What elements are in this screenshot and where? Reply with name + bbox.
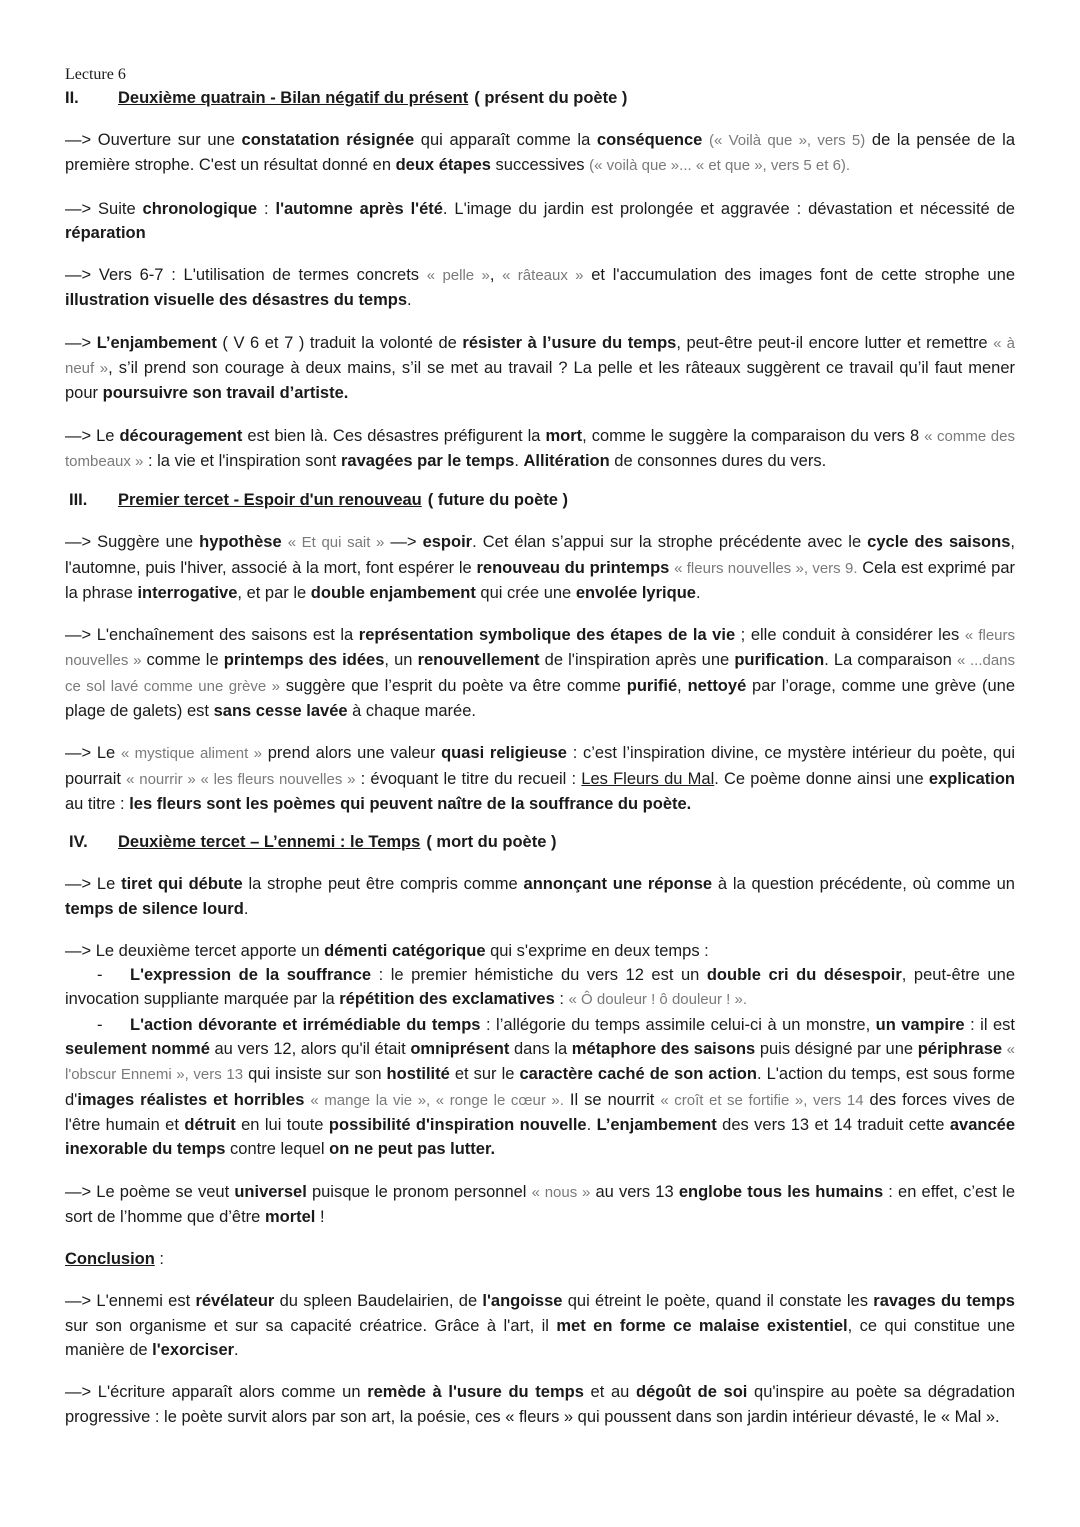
text-run: . L'action du temps, est sous forme d' [65,1065,1016,1109]
bold-text: seulement nommé [65,1040,210,1059]
quotation: « croît et se fortifie », vers 14 [660,1091,864,1109]
bold-text: chronologique [142,199,258,218]
text-run: prend alors une valeur [261,744,442,763]
bold-text: un vampire [875,1015,965,1034]
bold-text: représentation symbolique des étapes de la vie [358,626,736,645]
text-run: de l'inspiration après une [539,651,735,670]
text-run: , peut-être peut-il encore lutter et remettre [676,333,994,352]
bold-text: purifié [626,676,678,695]
document-page [65,64,1015,1447]
text-run: est bien là. Ces désastres préfigurent la [242,426,546,445]
quotation: « comme des tombeaux » [65,427,1015,470]
text-run: des vers 13 et 14 traduit cette [716,1115,950,1134]
conclusion-label: Conclusion [65,1250,155,1269]
bold-text: envolée lyrique [575,583,696,602]
text-run: successives [490,156,590,175]
text-run: , peut-être une invocation suppliante marquée par la [65,966,1016,1009]
text-run: —> Le [65,426,120,445]
text-run: —> L'enchaînement des saisons est la [65,626,359,645]
section-heading-iv [65,830,1015,854]
bold-text: poursuivre son travail d’artiste. [102,384,349,403]
bold-text: démenti catégorique [324,941,486,960]
bold-text: nettoyé [687,676,747,695]
quotation: « nourrir » « les fleurs nouvelles » [126,770,356,788]
quotation: « à neuf » [65,334,1016,378]
text-run: à chaque marée. [347,702,476,721]
text-run: . [514,451,524,470]
bold-text: on ne peut pas lutter. [329,1140,496,1159]
bold-text: illustration visuelle des désastres du temps [65,291,408,310]
text-run: au titre : [65,794,130,813]
quotation: « ...dans ce sol lavé comme une grève » [65,652,1016,695]
text-run: . La comparaison [824,651,957,670]
bold-text: sans cesse lavée [213,702,348,721]
section-heading-ii [65,86,1015,110]
section-subtitle: ( présent du poète ) [474,89,628,107]
quotation: « Ô douleur ! ô douleur ! ». [568,991,747,1009]
text-run: qui crée une [475,583,576,602]
text-run: , comme le suggère la comparaison du vers 8 [582,426,925,445]
text-run: —> Le poème se veut [65,1182,235,1201]
text-run: en lui toute [235,1115,329,1134]
paragraph [65,197,1015,246]
page-header: Lecture 6 [65,66,126,83]
bold-text: images réalistes et horribles [77,1090,305,1109]
text-run: : en effet, c’est le sort de l’homme que d’être [65,1182,1016,1226]
bold-text: deux étapes [395,156,491,175]
quotation: « mange la vie », « ronge le cœur ». [310,1091,564,1109]
bold-text: mort [545,426,583,445]
text-run: —> Le [65,875,122,894]
text-run: contre lequel [225,1140,330,1159]
text-run: —> L'ennemi est [65,1292,196,1311]
text-run: et sur le [449,1065,520,1084]
quotation: « râteaux » [502,267,584,285]
bullet-dash: - [97,1015,103,1034]
bold-text: les fleurs sont les poèmes qui peuvent naître de la souffrance du poète. [129,794,692,813]
bold-text: répétition des exclamatives [339,990,555,1009]
text-run: comme le [141,651,224,670]
bold-text: l'exorciser [152,1340,235,1359]
text-run: —> Le [65,744,121,763]
text-run: puisque le pronom personnel [306,1182,532,1201]
conclusion-colon: : [154,1250,165,1269]
text-run: au vers 13 [590,1182,679,1201]
paragraph [65,872,1015,921]
text-run: —> Vers 6-7 : L'utilisation de termes concrets [65,266,427,285]
quotation: « l'obscur Ennemi », vers 13 [65,1041,1016,1084]
section-number: IV. [69,833,88,852]
bold-text: L’enjambement [596,1115,717,1134]
paragraph [65,1380,1015,1429]
paragraph [65,263,1015,313]
section-heading-iii [65,488,1015,512]
text-run: puis désigné par une [755,1040,918,1059]
paragraph [65,939,1015,963]
quotation: « mystique aliment » [120,745,262,763]
text-run: , un [384,651,418,670]
section-title: Deuxième quatrain - Bilan négatif du présent [118,89,469,107]
text-run: —> Le deuxième tercet apporte un [65,941,325,960]
bold-text: printemps des idées [223,651,385,670]
text-run: à la question précédente, où comme un [712,875,1015,894]
quotation: « nous » [531,1183,591,1201]
bold-text: révélateur [195,1292,275,1311]
bold-text: tiret qui débute [121,875,243,894]
bold-text: englobe tous les humains [678,1182,884,1201]
text-run: qui apparaît comme la [414,131,597,149]
text-run: . [586,1115,597,1134]
text-run: . [234,1340,239,1359]
text-run: qu'inspire au poète sa dégradation progressive : le poète survit alors par son art, la poésie, ces « fleurs » qui poussent dans son jardin intérieur dévasté, le « Mal ». [65,1383,1016,1426]
quotation: « fleurs nouvelles » [65,627,1015,670]
text-run: de consonnes dures du vers. [609,451,827,470]
text-run: , et par le [237,583,311,602]
text-run: ; elle conduit à considérer les [735,626,965,645]
paragraph [65,331,1015,406]
section-subtitle: ( future du poète ) [427,491,568,510]
text-run: suggère que l’esprit du poète va être comme [279,676,627,695]
text-run: : c’est l’inspiration divine, ce mystère intérieur du poète, qui pourrait [65,744,1015,788]
text-run: —> Ouverture sur une [65,131,242,149]
bold-text: dégoût de soi [635,1383,748,1402]
section-number: II. [65,89,79,107]
bold-text: L'action dévorante et irrémédiable du temps [130,1015,481,1034]
book-title: Les Fleurs du Mal [581,769,715,788]
bold-text: renouvellement [417,651,540,670]
text-run: ! [315,1207,325,1226]
text-run: qui étreint le poète, quand il constate les [562,1292,874,1311]
bold-text: purification [734,651,825,670]
bold-text: double cri du désespoir [706,966,902,985]
text-run: : évoquant le titre du recueil : [355,769,582,788]
text-run: et au [583,1383,636,1402]
bold-text: universel [234,1182,307,1201]
text-run: , s’il prend son courage à deux mains, s’il se met au travail ? La pelle et les râteaux suggèrent ce travail qu’il faut mener pour [65,359,1015,403]
bold-text: découragement [119,426,243,445]
section-title: Deuxième tercet – L’ennemi : le Temps [118,833,421,852]
text-run: Il se nourrit [563,1090,661,1109]
bullet-item [65,963,1015,1013]
bold-text: avancée inexorable du temps [65,1115,1016,1159]
text-run: qui insiste sur son [243,1065,387,1084]
quotation: (« voilà que »... « et que », vers 5 et 6). [589,157,851,175]
bold-text: espoir [422,533,473,552]
text-run: . [407,291,412,310]
text-run: par l’orage, comme une grève (une plage de galets) est [65,676,1016,721]
bold-text: annonçant une réponse [523,875,713,894]
bold-text: quasi religieuse [441,744,567,763]
bold-text: l'angoisse [482,1292,563,1311]
bold-text: renouveau du printemps [476,558,670,577]
bold-text: interrogative [137,583,238,602]
quotation: « pelle » [426,267,490,285]
bold-text: l'automne après l'été [275,199,443,218]
text-run: : l’allégorie du temps assimile celui-ci à un monstre, [480,1015,876,1034]
text-run: : [257,199,276,218]
text-run: : la vie et l'inspiration sont [143,451,341,470]
text-run: . [243,899,249,918]
bold-text: temps de silence lourd [65,899,244,918]
paragraph [65,424,1015,475]
bold-text: ravagées par le temps [340,451,515,470]
bold-text: explication [928,769,1016,788]
text-run: —> Suggère une [65,533,200,552]
bullet-item [65,1013,1015,1162]
text-run: dans la [509,1040,572,1059]
bold-text: Allitération [523,451,610,470]
bold-text: constatation résignée [241,131,415,149]
bold-text: double enjambement [310,583,476,602]
paragraph [65,741,1015,816]
text-run: : il est [964,1015,1015,1034]
quotation: « Et qui sait » [287,534,385,552]
text-run: , [489,266,503,285]
text-run: —> [65,333,97,352]
paragraph [65,623,1015,723]
text-run: . Ce poème donne ainsi une [714,769,929,788]
bold-text: réparation [65,223,146,242]
quotation: « fleurs nouvelles », vers 9. [674,559,858,577]
text-run: au vers 12, alors qu'il était [209,1040,411,1059]
bold-text: omniprésent [410,1040,510,1059]
text-run: Cela est exprimé par la phrase [65,558,1015,602]
text-run: de la pensée de la première strophe. C'est un résultat donné en [65,131,1016,175]
text-run: : le premier hémistiche du vers 12 est un [371,966,707,985]
text-run: . L'image du jardin est prolongée et aggravée : dévastation et nécessité de [442,199,1015,218]
bold-text: métaphore des saisons [571,1040,756,1059]
text-run: , l'automne, puis l'hiver, associé à la mort, font espérer le [65,533,1015,577]
bold-text: résister à l’usure du temps [462,333,677,352]
text-run: . Cet élan s’appui sur la strophe précédente avec le [472,533,868,552]
text-run: . [695,583,701,602]
bullet-dash: - [97,966,103,985]
bold-text: détruit [184,1115,236,1134]
bold-text: remède à l'usure du temps [367,1383,584,1402]
text-run: ( V 6 et 7 ) traduit la volonté de [216,333,463,352]
bold-text: hostilité [386,1065,450,1084]
text-run: et l'accumulation des images font de cette strophe une [583,266,1015,285]
bold-text: périphrase [917,1040,1003,1059]
text-run: , ce qui constitue une manière de [65,1316,1015,1359]
bold-text: mortel [264,1207,316,1226]
section-number: III. [69,491,88,510]
bold-text: possibilité d'inspiration nouvelle [328,1115,587,1134]
paragraph [65,530,1015,605]
bold-text: cycle des saisons [867,533,1011,552]
bold-text: L'expression de la souffrance [130,966,372,985]
paragraph [65,1180,1015,1230]
quotation: (« Voilà que », vers 5) [709,132,866,149]
bold-text: hypothèse [199,533,282,552]
section-subtitle: ( mort du poète ) [426,833,557,852]
conclusion-heading [65,1247,1015,1271]
bold-text: conséquence [596,131,703,149]
paragraph [65,128,1015,179]
text-run: : [554,990,569,1009]
bold-text: L’enjambement [96,333,217,352]
text-run: —> L'écriture apparaît alors comme un [65,1383,368,1402]
text-run: du spleen Baudelairien, de [274,1292,483,1311]
bold-text: caractère caché de son action [519,1065,757,1084]
text-run: la strophe peut être compris comme [242,875,524,894]
text-run: —> Suite [65,199,143,218]
text-run: , [677,676,688,695]
text-run: —> [384,533,423,552]
section-title: Premier tercet - Espoir d'un renouveau [118,491,422,510]
text-run: qui s'exprime en deux temps : [485,941,709,960]
paragraph [65,1289,1015,1362]
bold-text: met en forme ce malaise existentiel [556,1316,848,1335]
text-run: sur son organisme et sur sa capacité créatrice. Grâce à l'art, il [65,1316,557,1335]
bold-text: ravages du temps [873,1292,1015,1311]
text-run: des forces vives de l'être humain et [65,1090,1015,1134]
